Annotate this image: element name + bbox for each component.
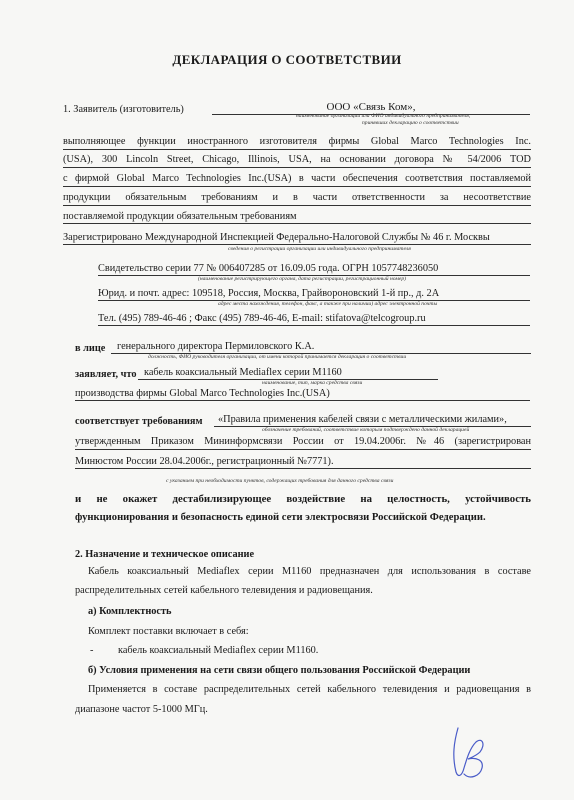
applicant-text-line: продукции обязательным требованиям и в части ответственности за несоответствие xyxy=(63,192,531,206)
complies-text-line: Минюстом России 28.04.2006г., регистрационный №7771). xyxy=(75,456,531,469)
complies-value: «Правила применения кабелей связи с металлическими жилами», xyxy=(214,414,531,427)
section-text-line: распределительных сетей кабельного телевидения и радиовещания. xyxy=(75,585,373,596)
section-heading: 2. Назначение и техническое описание xyxy=(75,549,255,560)
subsection-text: Комплект поставки включает в себя: xyxy=(88,626,249,637)
person-label: в лице xyxy=(75,343,106,354)
person-value: генерального директора Пермиловского К.А. xyxy=(111,341,531,354)
certificate-text: Свидетельство серии 77 № 006407285 от 16.09.05 года. ОГРН 1057748236050 xyxy=(98,263,530,276)
applicant-text-line: с фирмой Global Marco Technologies Inc.(USA) в части обеспечения соответствия поставляемой xyxy=(63,173,531,187)
registration-text: Зарегистрировано Международной Инспекцией Федерально-Налоговой Службы № 46 г. Москвы xyxy=(63,232,531,245)
applicant-text-line: (USA), 300 Lincoln Street, Chicago, Illinois, USA, на основании договора № 54/2006 TOD xyxy=(63,154,531,168)
statement-line: и не окажет дестабилизирующее воздействие на целостность, устойчивость xyxy=(75,493,531,505)
signature-icon xyxy=(440,722,500,784)
section-text-line: Применяется в составе распределительных сетей кабельного телевидения и радиовещания в xyxy=(88,684,531,695)
complies-text-line: утвержденным Приказом Мининформсвязи России от 19.04.2006г. №46 (зарегистрирован xyxy=(75,436,531,450)
applicant-name: ООО «Связь Ком», xyxy=(212,101,530,115)
complies-caption-2: с указанием при необходимости пунктов, содержащих требования для данного средства связи xyxy=(166,478,394,484)
address-caption: адрес места нахождения, телефон, факс, а также при наличии) адрес электронной почты xyxy=(218,301,438,307)
subsection-heading: б) Условия применения на сети связи общего пользования Российской Федерации xyxy=(88,665,471,676)
declares-value: кабель коаксиальный Mediaflex серии M1160 xyxy=(138,367,438,380)
manufacturer-text: производства фирмы Global Marco Technologies Inc.(USA) xyxy=(75,388,530,401)
statement-line: функционирования и безопасность единой сети электросвязи Российской Федерации. xyxy=(75,512,486,523)
subsection-heading: а) Комплектность xyxy=(88,606,172,617)
applicant-text-line: выполняющее функции иностранного изготовителя фирмы Global Marco Technologies Inc. xyxy=(63,136,531,150)
registration-caption: сведения о регистрации организации или индивидуального предпринимателя xyxy=(228,246,411,252)
applicant-caption-2: принявших декларацию о соответствии xyxy=(362,120,459,126)
complies-label: соответствует требованиям xyxy=(75,416,203,427)
contacts-text: Тел. (495) 789-46-46 ; Факс (495) 789-46-46, E-mail: stifatova@telcogroup.ru xyxy=(98,313,530,326)
declares-caption: наименование, тип, марка средства связи xyxy=(262,380,363,386)
address-text: Юрид. и почт. адрес: 109518, Россия, Москва, Грайвороновский 1-й пр., д. 2А xyxy=(98,288,530,301)
list-dash: - xyxy=(90,645,94,656)
applicant-caption: наименование организации или ФИО индивидуального предпринимателя, xyxy=(296,113,471,119)
section-text-line: диапазоне частот 5-1000 МГц. xyxy=(75,704,208,715)
applicant-text-line: поставляемой продукции обязательным требованиям xyxy=(63,211,531,224)
section-text-line: Кабель коаксиальный Mediaflex серии M1160 предназначен для использования в составе xyxy=(88,566,531,577)
certificate-caption: (наименование регистрирующего органа, дата регистрации, регистрационный номер) xyxy=(198,276,407,282)
document-title: ДЕКЛАРАЦИЯ О СООТВЕТСТВИИ xyxy=(172,52,402,67)
complies-caption: обозначение требований, соответствие которым подтверждено данной декларацией xyxy=(262,427,470,433)
person-caption: должность, ФИО руководителя организации, от имени которой принимается декларация о соответствии xyxy=(148,354,407,360)
declares-label: заявляет, что xyxy=(75,369,137,380)
list-item: кабель коаксиальный Mediaflex серии M1160. xyxy=(118,645,319,656)
applicant-label: 1. Заявитель (изготовитель) xyxy=(63,104,184,115)
